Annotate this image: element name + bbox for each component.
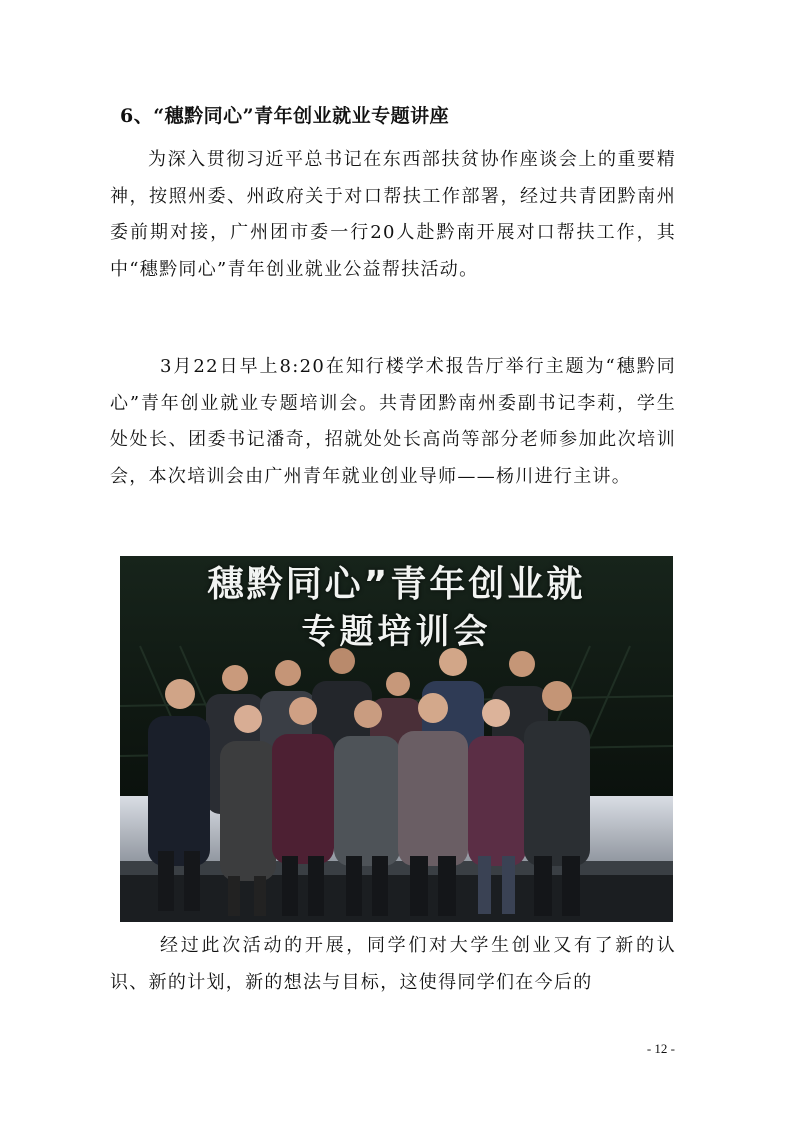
paragraph-outcome: 经过此次活动的开展，同学们对大学生创业又有了新的认识、新的计划，新的想法与目标，这使得同学们在今后的: [110, 935, 676, 993]
group-photo: [120, 556, 673, 922]
photo-banner-line-2: 专题培训会: [301, 612, 492, 652]
paragraph-event: 3月22日早上8:20在知行楼学术报告厅举行主题为“穗黔同心”青年创业就业专题培训会。共青团黔南州委副书记李莉，学生处处长、团委书记潘奇，招就处处长高尚等部分老师参加此次培训会，本次培训会由广州青年就业创业导师——杨川进行主讲。: [110, 356, 676, 487]
section-heading: 6、“穗黔同心”青年创业就业专题讲座: [120, 105, 450, 127]
photo-banner-line-1: 穗黔同心”青年创业就: [207, 564, 586, 605]
page-number: - 12 -: [646, 1041, 675, 1056]
paragraph-intro: 为深入贯彻习近平总书记在东西部扶贫协作座谈会上的重要精神，按照州委、州政府关于对口帮扶工作部署，经过共青团黔南州委前期对接，广州团市委一行20人赴黔南开展对口帮扶工作，其中“穗黔同心”青年创业就业公益帮扶活动。: [110, 149, 676, 280]
